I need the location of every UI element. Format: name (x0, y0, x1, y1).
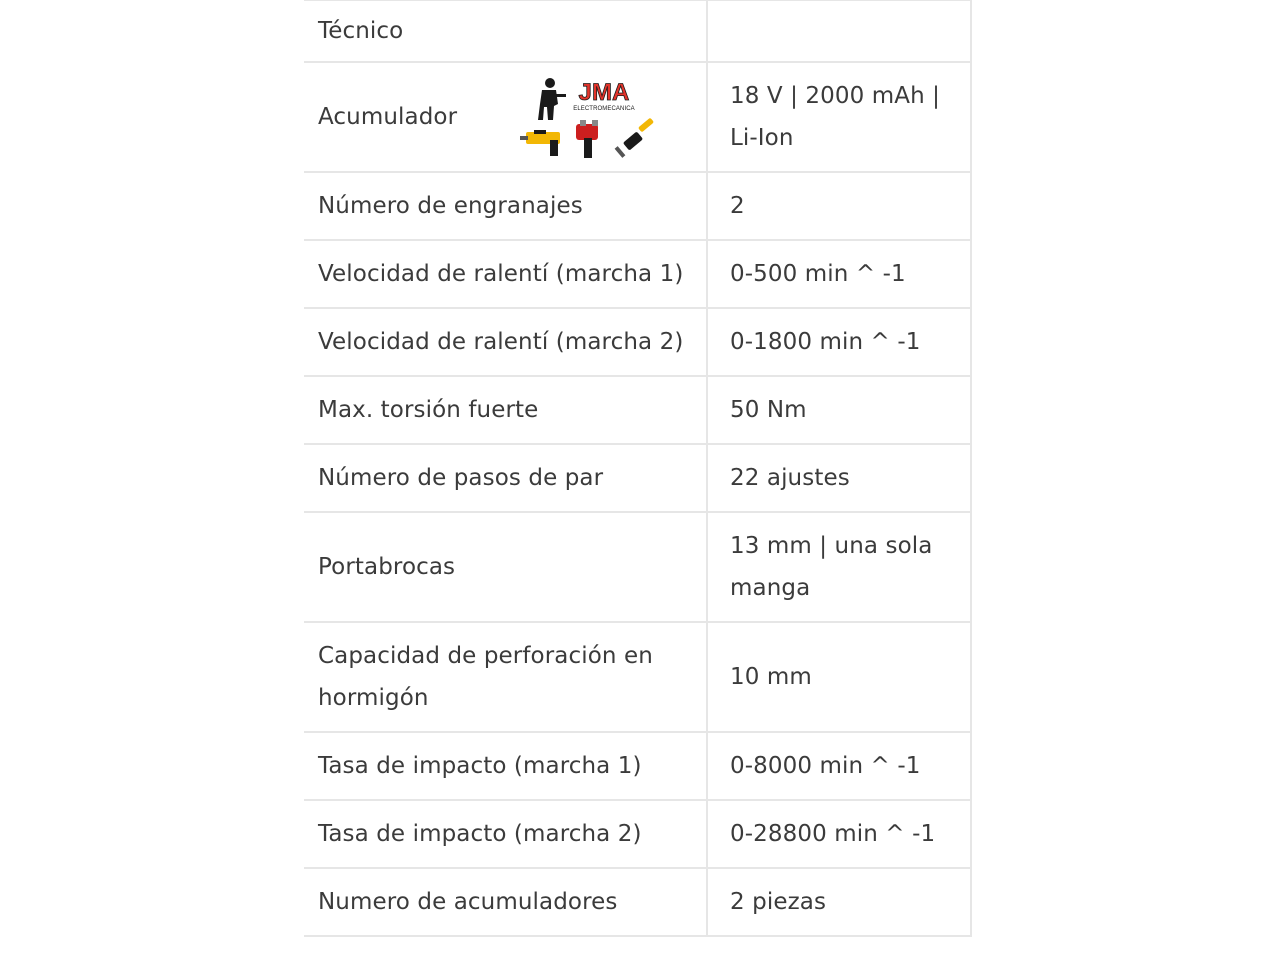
table-row (304, 240, 971, 308)
table-row (304, 622, 971, 732)
logo-text: JMA (578, 79, 630, 106)
row-value: 13 mm | una sola manga (707, 512, 971, 622)
row-value: 2 piezas (707, 868, 971, 936)
row-label: Acumulador (318, 104, 458, 130)
row-label: Numero de acumuladores (304, 868, 707, 936)
row-value: 22 ajustes (707, 444, 971, 512)
specs-table (304, 0, 972, 937)
row-value: 0-500 min ^ -1 (707, 240, 971, 308)
row-label: Número de pasos de par (304, 444, 707, 512)
table-row (304, 308, 971, 376)
table-row (304, 512, 971, 622)
row-label: Capacidad de perforación en hormigón (304, 622, 707, 732)
row-label: Tasa de impacto (marcha 1) (304, 732, 707, 800)
header-value (707, 0, 971, 62)
table-row (304, 444, 971, 512)
table-row (304, 376, 971, 444)
logo-subtext: ELECTROMECANICA (573, 106, 635, 112)
table-row (304, 868, 971, 936)
table-row (304, 62, 971, 172)
header-label: Técnico (304, 0, 707, 62)
row-label-cell (304, 62, 707, 172)
jma-logo (520, 74, 660, 160)
table-header-row (304, 0, 971, 62)
row-label: Tasa de impacto (marcha 2) (304, 800, 707, 868)
row-label: Velocidad de ralentí (marcha 2) (304, 308, 707, 376)
row-label: Número de engranajes (304, 172, 707, 240)
row-value: 18 V | 2000 mAh | Li-Ion (707, 62, 971, 172)
row-label: Max. torsión fuerte (304, 376, 707, 444)
row-value: 10 mm (707, 622, 971, 732)
table-row (304, 732, 971, 800)
label-wrap (318, 79, 692, 138)
row-label: Velocidad de ralentí (marcha 1) (304, 240, 707, 308)
row-value: 0-28800 min ^ -1 (707, 800, 971, 868)
row-value: 2 (707, 172, 971, 240)
row-value: 0-8000 min ^ -1 (707, 732, 971, 800)
row-value: 50 Nm (707, 376, 971, 444)
row-value: 0-1800 min ^ -1 (707, 308, 971, 376)
table-row (304, 172, 971, 240)
row-label: Portabrocas (304, 512, 707, 622)
table-row (304, 800, 971, 868)
